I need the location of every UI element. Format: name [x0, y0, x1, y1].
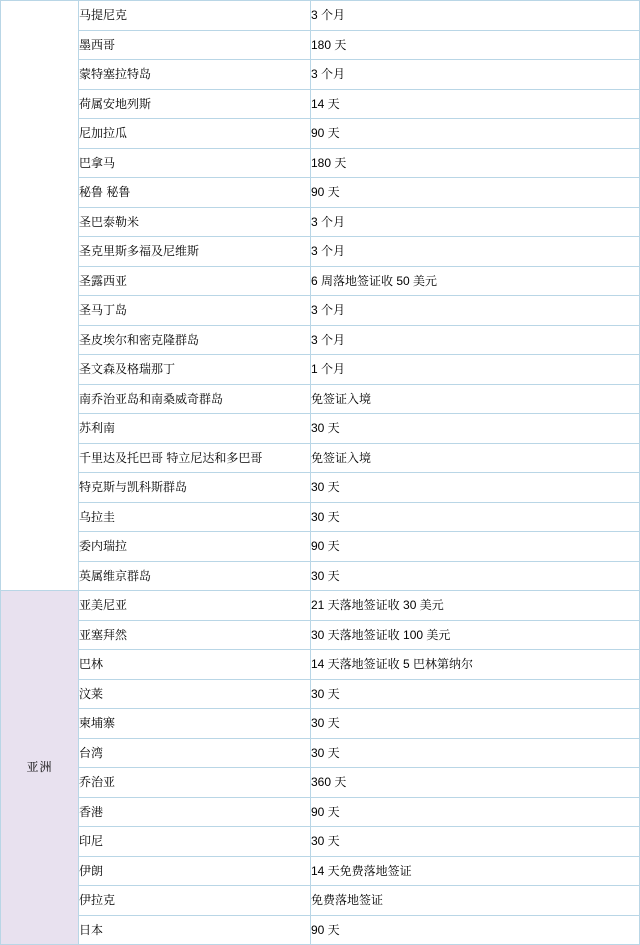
table-row [1, 532, 640, 562]
country-cell: 秘鲁 秘鲁 [79, 178, 311, 208]
country-cell: 墨西哥 [79, 30, 311, 60]
duration-cell: 180 天 [311, 30, 640, 60]
table-row [1, 797, 640, 827]
duration-cell: 30 天 [311, 473, 640, 503]
duration-cell: 21 天落地签证收 30 美元 [311, 591, 640, 621]
table-row [1, 207, 640, 237]
region-label-empty [1, 1, 79, 591]
duration-cell: 3 个月 [311, 60, 640, 90]
table-row [1, 915, 640, 945]
table-row [1, 296, 640, 326]
table-row [1, 266, 640, 296]
table-row [1, 89, 640, 119]
table-row [1, 178, 640, 208]
duration-cell: 14 天免费落地签证 [311, 856, 640, 886]
table-row [1, 355, 640, 385]
duration-cell: 3 个月 [311, 207, 640, 237]
table-row [1, 325, 640, 355]
duration-cell: 30 天 [311, 738, 640, 768]
table-row [1, 473, 640, 503]
country-cell: 巴拿马 [79, 148, 311, 178]
duration-cell: 6 周落地签证收 50 美元 [311, 266, 640, 296]
duration-cell: 免签证入境 [311, 443, 640, 473]
table-row [1, 443, 640, 473]
table-row [1, 502, 640, 532]
country-cell: 乌拉圭 [79, 502, 311, 532]
country-cell: 特克斯与凯科斯群岛 [79, 473, 311, 503]
duration-cell: 14 天 [311, 89, 640, 119]
table-row [1, 856, 640, 886]
country-cell: 苏利南 [79, 414, 311, 444]
country-cell: 蒙特塞拉特岛 [79, 60, 311, 90]
duration-cell: 3 个月 [311, 296, 640, 326]
country-cell: 委内瑞拉 [79, 532, 311, 562]
table-row [1, 768, 640, 798]
duration-cell: 180 天 [311, 148, 640, 178]
country-cell: 马提尼克 [79, 1, 311, 31]
duration-cell: 3 个月 [311, 1, 640, 31]
table-row [1, 827, 640, 857]
country-cell: 伊朗 [79, 856, 311, 886]
duration-cell: 3 个月 [311, 237, 640, 267]
country-cell: 圣克里斯多福及尼维斯 [79, 237, 311, 267]
duration-cell: 免签证入境 [311, 384, 640, 414]
country-cell: 英属维京群岛 [79, 561, 311, 591]
duration-cell: 免费落地签证 [311, 886, 640, 916]
duration-cell: 90 天 [311, 797, 640, 827]
country-cell: 亚塞拜然 [79, 620, 311, 650]
duration-cell: 30 天 [311, 561, 640, 591]
table-row [1, 119, 640, 149]
duration-cell: 3 个月 [311, 325, 640, 355]
table-row [1, 620, 640, 650]
country-cell: 圣皮埃尔和密克隆群岛 [79, 325, 311, 355]
duration-cell: 90 天 [311, 119, 640, 149]
table-row [1, 60, 640, 90]
country-cell: 圣露西亚 [79, 266, 311, 296]
country-cell: 圣文森及格瑞那丁 [79, 355, 311, 385]
table-row [1, 650, 640, 680]
region-label: 亚洲 [1, 591, 79, 945]
table-row [1, 886, 640, 916]
duration-cell: 30 天 [311, 679, 640, 709]
duration-cell: 30 天 [311, 709, 640, 739]
table-row [1, 679, 640, 709]
table-row [1, 591, 640, 621]
country-cell: 圣马丁岛 [79, 296, 311, 326]
duration-cell: 30 天落地签证收 100 美元 [311, 620, 640, 650]
country-cell: 伊拉克 [79, 886, 311, 916]
country-cell: 南乔治亚岛和南桑威奇群岛 [79, 384, 311, 414]
country-cell: 汶莱 [79, 679, 311, 709]
country-cell: 乔治亚 [79, 768, 311, 798]
country-cell: 亚美尼亚 [79, 591, 311, 621]
duration-cell: 90 天 [311, 915, 640, 945]
country-cell: 圣巴泰勒米 [79, 207, 311, 237]
table-row [1, 738, 640, 768]
country-cell: 尼加拉瓜 [79, 119, 311, 149]
duration-cell: 1 个月 [311, 355, 640, 385]
table-body [1, 1, 640, 945]
country-cell: 香港 [79, 797, 311, 827]
duration-cell: 14 天落地签证收 5 巴林第纳尔 [311, 650, 640, 680]
country-cell: 千里达及托巴哥 特立尼达和多巴哥 [79, 443, 311, 473]
table-row [1, 561, 640, 591]
table-row [1, 1, 640, 31]
country-cell: 荷属安地列斯 [79, 89, 311, 119]
duration-cell: 30 天 [311, 827, 640, 857]
duration-cell: 30 天 [311, 414, 640, 444]
duration-cell: 30 天 [311, 502, 640, 532]
country-cell: 印尼 [79, 827, 311, 857]
table-row [1, 709, 640, 739]
table-row [1, 30, 640, 60]
country-cell: 台湾 [79, 738, 311, 768]
table-row [1, 414, 640, 444]
country-cell: 日本 [79, 915, 311, 945]
country-cell: 巴林 [79, 650, 311, 680]
country-cell: 柬埔寨 [79, 709, 311, 739]
duration-cell: 360 天 [311, 768, 640, 798]
table-row [1, 237, 640, 267]
duration-cell: 90 天 [311, 178, 640, 208]
table-row [1, 148, 640, 178]
duration-cell: 90 天 [311, 532, 640, 562]
table-row [1, 384, 640, 414]
